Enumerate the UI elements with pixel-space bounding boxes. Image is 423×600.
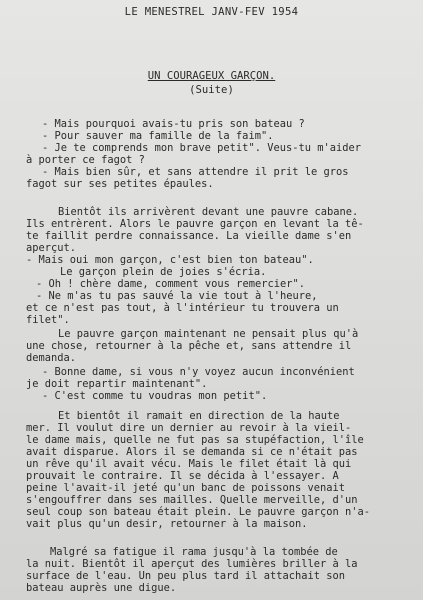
text-line: - Ne m'as tu pas sauvé la vie tout à l'heure, — [36, 290, 318, 302]
text-line: te faillit perdre connaissance. La vieille dame s'en — [26, 230, 352, 242]
text-line: - Mais bien sûr, et sans attendre il prit le gros — [42, 166, 349, 178]
text-line: Bientôt ils arrivèrent devant une pauvre cabane. — [58, 206, 359, 218]
text-line: Le pauvre garçon maintenant ne pensait plus qu'à — [58, 328, 359, 340]
text-line: Le garçon plein de joies s'écria. — [60, 266, 267, 278]
story-subtitle: (Suite) — [189, 84, 234, 96]
text-line: peine l'avait-il jeté qu'un banc de poissons venait — [26, 482, 346, 494]
text-line: la nuit. Bientôt il aperçut des lumières briller à la — [26, 558, 358, 570]
text-line: bateau auprès une digue. — [26, 582, 177, 594]
text-line: - Oh ! chère dame, comment vous remercier". — [36, 278, 305, 290]
text-line: prouvait le contraire. Il se décida à l'essayer. A — [26, 470, 339, 482]
page-header: LE MENESTREL JANV-FEV 1954 — [124, 6, 299, 18]
text-line: seul coup son bateau était plein. Le pauvre garçon n'a- — [26, 506, 371, 518]
text-line: un rêve qu'il avait vécu. Mais le filet était là qui — [26, 458, 352, 470]
text-line: Malgré sa fatigue il rama jusqu'à la tombée de — [50, 546, 338, 558]
text-line: - Mais oui mon garçon, c'est bien ton bateau". — [26, 254, 314, 266]
text-line: fagot sur ses petites épaules. — [26, 178, 214, 190]
text-line: - Mais pourquoi avais-tu pris son bateau ? — [42, 118, 305, 130]
text-line: à porter ce fagot ? — [26, 154, 145, 166]
text-line: filet". — [26, 314, 70, 326]
text-line: s'engouffrer dans ses mailles. Quelle merveille, d'un — [26, 494, 358, 506]
text-line: une chose, retourner à la pêche et, sans attendre il — [26, 340, 352, 352]
story-title: UN COURAGEUX GARÇON. — [147, 70, 276, 82]
text-line: - Bonne dame, si vous n'y voyez aucun inconvénient — [42, 366, 355, 378]
text-line: aperçut. — [26, 242, 77, 254]
story-body — [0, 110, 423, 600]
text-line: - Je te comprends mon brave petit". Veus-tu m'aider — [42, 142, 362, 154]
text-line: avait disparue. Alors il se demanda si ce n'était pas — [26, 446, 358, 458]
text-line: vait plus qu'un desir, retourner à la maison. — [26, 518, 308, 530]
text-line: et ce n'est pas tout, à l'intérieur tu trouvera un — [26, 302, 339, 314]
text-line: surface de l'eau. Un peu plus tard il attachait son — [26, 570, 346, 582]
text-line: le dame mais, quelle ne fut pas sa stupéfaction, l'île — [26, 434, 364, 446]
text-line: demanda. — [26, 352, 77, 364]
text-line: je doit repartir maintenant". — [26, 378, 208, 390]
text-line: - Pour sauver ma famille de la faim". — [42, 130, 274, 142]
text-line: - C'est comme tu voudras mon petit". — [42, 390, 268, 402]
text-line: mer. Il voulut dire un dernier au revoir à la vieil- — [26, 422, 352, 434]
text-line: Ils entrèrent. Alors le pauvre garçon en levant la tê- — [26, 218, 364, 230]
text-line: Et bientôt il ramait en direction de la haute — [58, 410, 340, 422]
